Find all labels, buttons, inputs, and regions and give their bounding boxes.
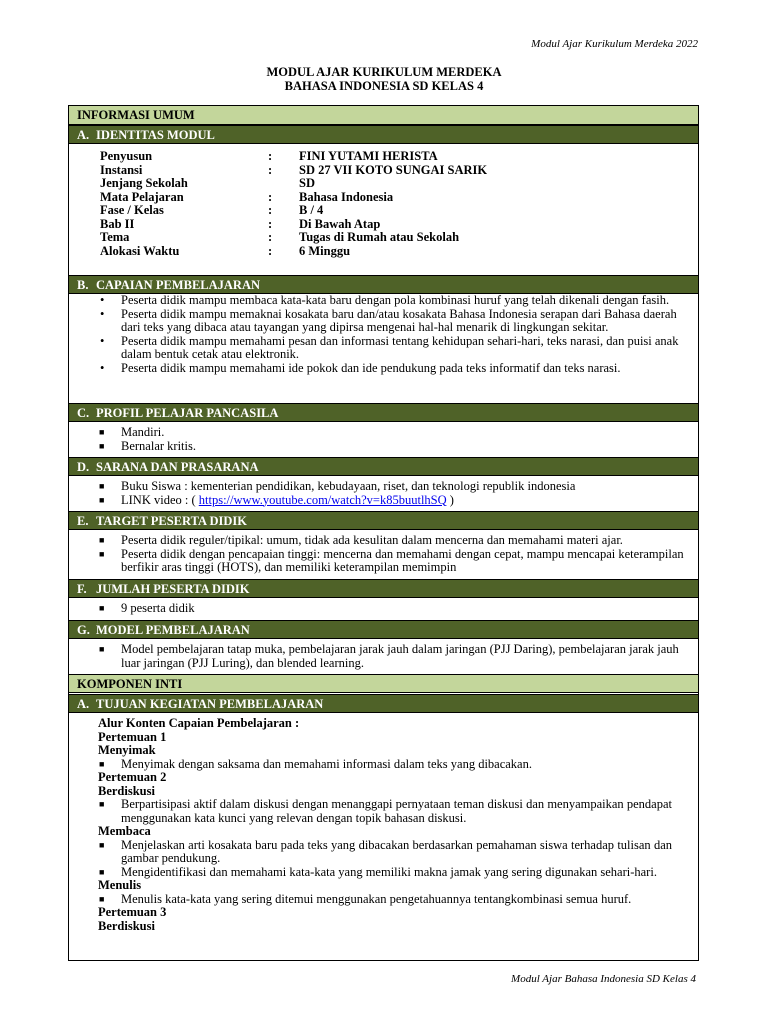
section-jumlah-peserta: [69, 579, 698, 598]
section-model-pembelajaran: [69, 620, 698, 639]
list-item: • Peserta didik mampu memahami ide pokok dan ide pendukung pada teks informatif dan teks narasi.: [100, 360, 621, 375]
section-letter: G.: [77, 623, 90, 637]
section-title: TUJUAN KEGIATAN PEMBELAJARAN: [96, 697, 324, 711]
section-identitas-modul: [69, 125, 698, 144]
profil-list: [69, 426, 698, 453]
section-title: JUMLAH PESERTA DIDIK: [96, 582, 250, 596]
list-item: ■ Bernalar kritis.: [99, 438, 196, 453]
list-item: ■ Peserta didik dengan pencapaian tinggi: mencerna dan memahami dengan cepat, mampu mencapai keterampilan berfikir aras tinggi (HOTS), dan memiliki keterampilan memimpin: [99, 546, 684, 574]
list-item: ■ Buku Siswa : kementerian pendidikan, kebudayaan, riset, dan teknologi republik indonesia: [99, 479, 576, 493]
list-item: ■ Menjelaskan arti kosakata baru pada teks yang dibacakan berdasarkan pemahaman siswa terhadap tulisan dan gambar pendukung.: [99, 837, 672, 865]
section-sarana-prasarana: [69, 457, 698, 476]
title-line-1: MODUL AJAR KURIKULUM MERDEKA: [266, 65, 502, 79]
pertemuan-heading: Pertemuan 2: [98, 770, 167, 784]
list-item: • Peserta didik mampu membaca kata-kata baru dengan pola kombinasi huruf yang telah dikenali dengan fasih.: [100, 293, 670, 307]
section-informasi-umum: INFORMASI UMUM: [69, 106, 698, 125]
identitas-row: Alokasi Waktu : 6 Minggu: [100, 243, 351, 258]
section-letter: B.: [77, 278, 89, 292]
section-letter: F.: [77, 582, 87, 596]
section-letter: E.: [77, 514, 89, 528]
pertemuan-heading: Pertemuan 1: [98, 729, 167, 744]
identitas-row: Penyusun : FINI YUTAMI HERISTA: [100, 149, 438, 163]
document-title: [0, 65, 768, 93]
list-item: ■ Peserta didik reguler/tipikal: umum, tidak ada kesulitan dalam mencerna dan memahami materi ajar.: [99, 533, 623, 547]
section-title: MODEL PEMBELAJARAN: [96, 623, 250, 637]
identitas-row: Mata Pelajaran : Bahasa Indonesia: [100, 189, 394, 204]
activity-heading: Menulis: [98, 878, 142, 892]
activity-heading: Berdiskusi: [98, 783, 155, 798]
list-item: • Peserta didik mampu memahami pesan dan informasi tentang kehidupan sehari-hari, teks narasi, dan puisi anak dalam bentuk cetak atau elektronik.: [100, 333, 679, 361]
activity-heading: Berdiskusi: [98, 918, 155, 933]
section-title: PROFIL PELAJAR PANCASILA: [96, 406, 279, 420]
section-letter: D.: [77, 460, 90, 474]
list-item: ■ LINK video : ( https://www.youtube.com/watch?v=k85buutlhSQ ): [99, 492, 454, 507]
list-item: ■ Mandiri.: [99, 425, 165, 439]
section-title: IDENTITAS MODUL: [96, 128, 215, 142]
list-item: ■ Menyimak dengan saksama dan memahami informasi dalam teks yang dibacakan.: [99, 756, 532, 771]
alur-heading: Alur Konten Capaian Pembelajaran :: [98, 716, 300, 730]
identitas-row: Bab II : Di Bawah Atap: [100, 216, 381, 231]
youtube-link[interactable]: https://www.youtube.com/watch?v=k85buutlhSQ: [198, 492, 447, 507]
jumlah-list: [69, 602, 698, 616]
identitas-row: Jenjang Sekolah SD: [100, 176, 315, 190]
list-item: ■ 9 peserta didik: [99, 601, 195, 615]
activity-heading: Membaca: [98, 824, 151, 838]
section-title: TARGET PESERTA DIDIK: [96, 514, 247, 528]
list-item: ■ Berpartisipasi aktif dalam diskusi dengan menanggapi pernyataan teman diskusi dan menyampaikan pendapat menggunakan kata kunci yang relevan dengan topik bahasan diskusi.: [99, 797, 672, 825]
section-title: CAPAIAN PEMBELAJARAN: [96, 278, 261, 292]
title-line-2: BAHASA INDONESIA SD KELAS 4: [284, 79, 484, 93]
section-title: SARANA DAN PRASARANA: [96, 460, 259, 474]
list-item: ■ Menulis kata-kata yang sering ditemui menggunakan pengetahuannya tentangkombinasi semua huruf.: [99, 891, 632, 906]
running-footer: Modul Ajar Bahasa Indonesia SD Kelas 4: [511, 973, 696, 985]
identitas-row: Instansi : SD 27 VII KOTO SUNGAI SARIK: [100, 162, 488, 177]
section-komponen-inti: KOMPONEN INTI: [69, 674, 698, 693]
section-profil-pelajar: [69, 403, 698, 422]
running-header: Modul Ajar Kurikulum Merdeka 2022: [531, 38, 698, 50]
list-item: ■ Mengidentifikasi dan memahami kata-kata yang memiliki makna jamak yang sering digunakan sehari-hari.: [99, 864, 657, 879]
section-letter: A.: [77, 128, 90, 142]
section-target-peserta: [69, 511, 698, 530]
section-capaian-pembelajaran: [69, 275, 698, 294]
list-item: ■ Model pembelajaran tatap muka, pembelajaran jarak jauh dalam jaringan (PJJ Daring), pembelajaran jarak jauh luar jaringan (PJJ Luring), dan blended learning.: [99, 642, 679, 670]
capaian-list: [69, 294, 698, 375]
model-list: [69, 643, 698, 670]
pertemuan-heading: Pertemuan 3: [98, 905, 167, 919]
sarana-list: [69, 480, 698, 507]
section-letter: C.: [77, 406, 90, 420]
identitas-list: [100, 150, 487, 258]
identitas-row: Fase / Kelas : B / 4: [100, 203, 324, 217]
list-item: • Peserta didik mampu memaknai kosakata baru dan/atau kosakata Bahasa Indonesia serapan dari Bahasa daerah dari teks yang dibaca atau tayangan yang dipirsa mengenai hal-hal menarik di lingkungan sekitar.: [100, 306, 677, 334]
tujuan-content: [98, 717, 678, 933]
activity-heading: Menyimak: [98, 743, 156, 757]
section-letter: A.: [77, 697, 90, 711]
module-table: [68, 105, 699, 961]
identitas-row: Tema : Tugas di Rumah atau Sekolah: [100, 230, 460, 244]
target-list: [69, 534, 698, 575]
section-tujuan-kegiatan: [69, 694, 698, 713]
